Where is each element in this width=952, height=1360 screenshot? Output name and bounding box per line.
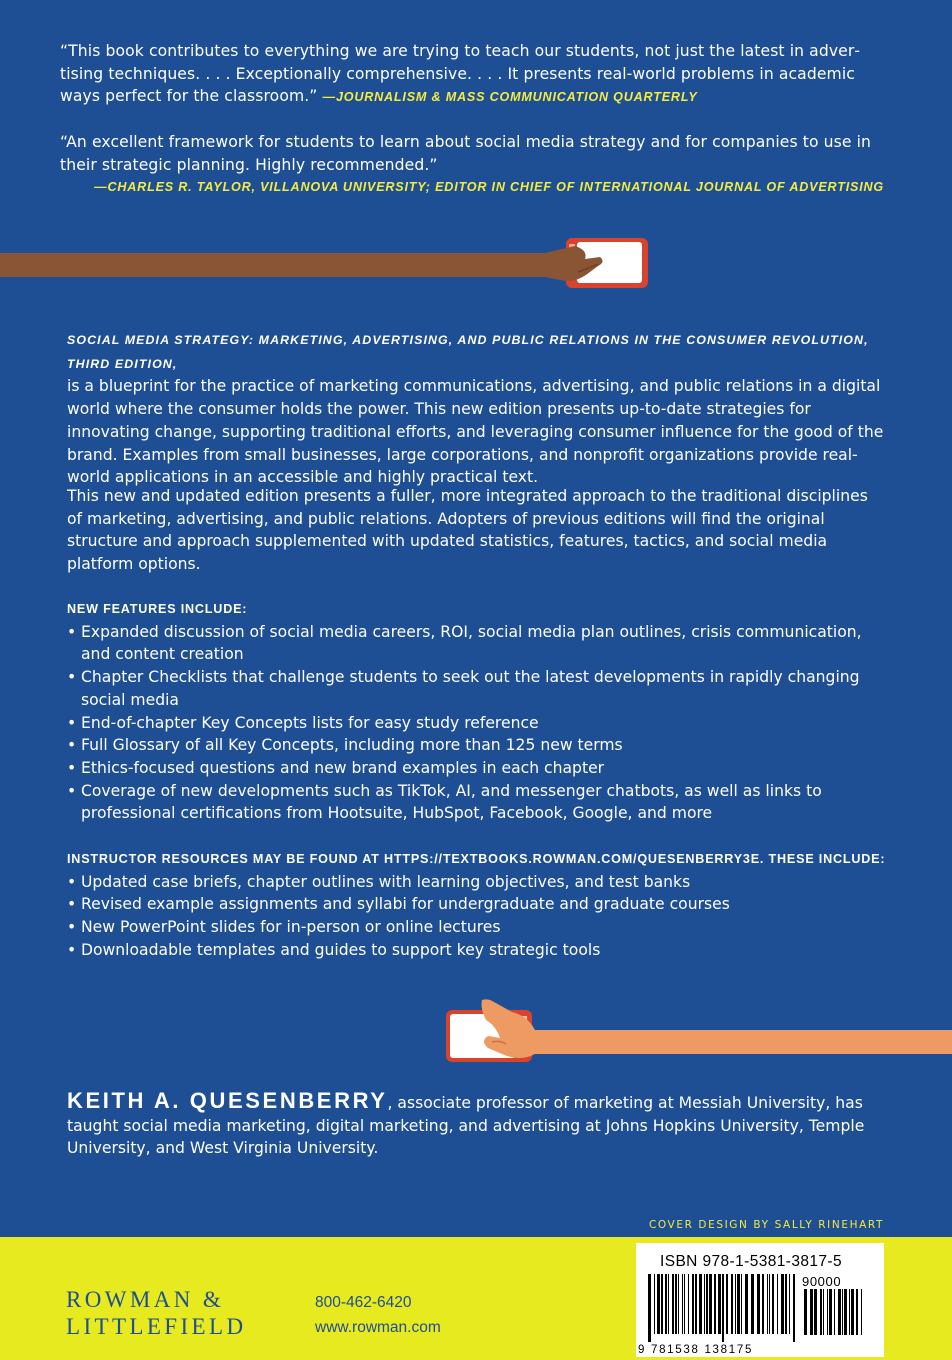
review-quote-2	[60, 131, 890, 199]
new-features-heading: NEW FEATURES INCLUDE:	[67, 602, 248, 616]
list-item: • Updated case briefs, chapter outlines with learning objectives, and test banks	[67, 871, 887, 894]
publisher-website[interactable]: www.rowman.com	[315, 1319, 441, 1336]
publisher-logo	[66, 1286, 246, 1340]
isbn-number: ISBN 978-1-5381-3817-5	[660, 1253, 842, 1270]
hand-holding-phone-icon	[0, 232, 660, 292]
list-item: • End-of-chapter Key Concepts lists for easy study reference	[67, 712, 887, 735]
book-title: SOCIAL MEDIA STRATEGY: MARKETING, ADVERTISING, AND PUBLIC RELATIONS IN THE CONSUMER REVOLUTION, THIRD EDITION,	[67, 333, 869, 371]
hand-holding-phone-icon	[440, 996, 952, 1066]
list-item: • Full Glossary of all Key Concepts, including more than 125 new terms	[67, 734, 887, 757]
publisher-contact	[315, 1290, 441, 1340]
description-paragraph-1-text: is a blueprint for the practice of marketing communications, advertising, and public relations in a digital world where the consumer holds the power. This new edition presents up-to-date strategies for innovating change, supporting traditional efforts, and leveraging consumer influence for the good of the brand. Examples from small businesses, large corporations, and nonprofit organizations provide real-world applications in an accessible and highly practical text.	[67, 377, 884, 487]
cover-design-credit: COVER DESIGN BY SALLY RINEHART	[648, 1219, 884, 1231]
review-quote-1-text: “This book contributes to everything we are trying to teach our students, not just the latest in advertising techniques. . . . Exceptionally comprehensive. . . . It presents real-world problems in academic ways perfect for the classroom.”	[60, 42, 861, 106]
price-code: 90000	[802, 1274, 842, 1289]
review-quote-2-attribution	[60, 176, 890, 199]
list-item: • Coverage of new developments such as TikTok, AI, and messenger chatbots, as well as links to professional certifications from Hootsuite, HubSpot, Facebook, Google, and more	[67, 780, 887, 825]
new-features-list	[67, 621, 887, 825]
author-bio-text: , associate professor of marketing at Messiah University, has taught social media marketing, digital marketing, and advertising at Johns Hopkins University, Temple University, and West Virginia University.	[67, 1094, 865, 1158]
review-quote-2-text: “An excellent framework for students to learn about social media strategy and for companies to use in their strategic planning. Highly recommended.”	[60, 133, 872, 174]
review-quote-2-journal: INTERNATIONAL JOURNAL OF ADVERTISING	[579, 180, 884, 195]
publisher-footer	[0, 1237, 952, 1360]
list-item: • New PowerPoint slides for in-person or online lectures	[67, 916, 887, 939]
description-paragraph-1	[67, 328, 887, 489]
isbn-barcode	[636, 1243, 884, 1357]
review-quote-1	[60, 40, 890, 109]
list-item: • Downloadable templates and guides to support key strategic tools	[67, 939, 887, 962]
instructor-resources-list	[67, 871, 887, 962]
instructor-resources-heading: INSTRUCTOR RESOURCES MAY BE FOUND AT HTTPS://TEXTBOOKS.ROWMAN.COM/QUESENBERRY3E. THESE INCLUDE:	[67, 852, 886, 866]
list-item: • Expanded discussion of social media careers, ROI, social media plan outlines, crisis communication, and content creation	[67, 621, 887, 666]
description-paragraph-2: This new and updated edition presents a fuller, more integrated approach to the traditional disciplines of marketing, advertising, and public relations. Adopters of previous editions will find the original structure and approach supplemented with updated statistics, features, tactics, and social media platform options.	[67, 487, 868, 574]
list-item: • Revised example assignments and syllabi for undergraduate and graduate courses	[67, 893, 887, 916]
author-name: KEITH A. QUESENBERRY	[67, 1088, 388, 1113]
publisher-phone: 800-462-6420	[315, 1294, 412, 1311]
ean-barcode-icon	[648, 1274, 798, 1342]
review-quote-1-attribution: —JOURNALISM & MASS COMMUNICATION QUARTERLY	[322, 90, 698, 105]
list-item: • Chapter Checklists that challenge students to seek out the latest developments in rapidly changing social media	[67, 666, 887, 711]
list-item: • Ethics-focused questions and new brand examples in each chapter	[67, 757, 887, 780]
publisher-logo-line-2: LITTLEFIELD	[66, 1314, 247, 1339]
publisher-logo-line-1: ROWMAN &	[66, 1287, 225, 1312]
instructor-resources-section	[67, 848, 887, 962]
new-features-section	[67, 598, 887, 825]
barcode-digits: 9 781538 138175	[638, 1344, 754, 1356]
price-barcode-icon	[804, 1289, 866, 1343]
review-quote-2-attribution-prefix: —CHARLES R. TAYLOR, VILLANOVA UNIVERSITY; EDITOR IN CHIEF OF	[94, 180, 580, 195]
author-bio	[67, 1090, 887, 1160]
